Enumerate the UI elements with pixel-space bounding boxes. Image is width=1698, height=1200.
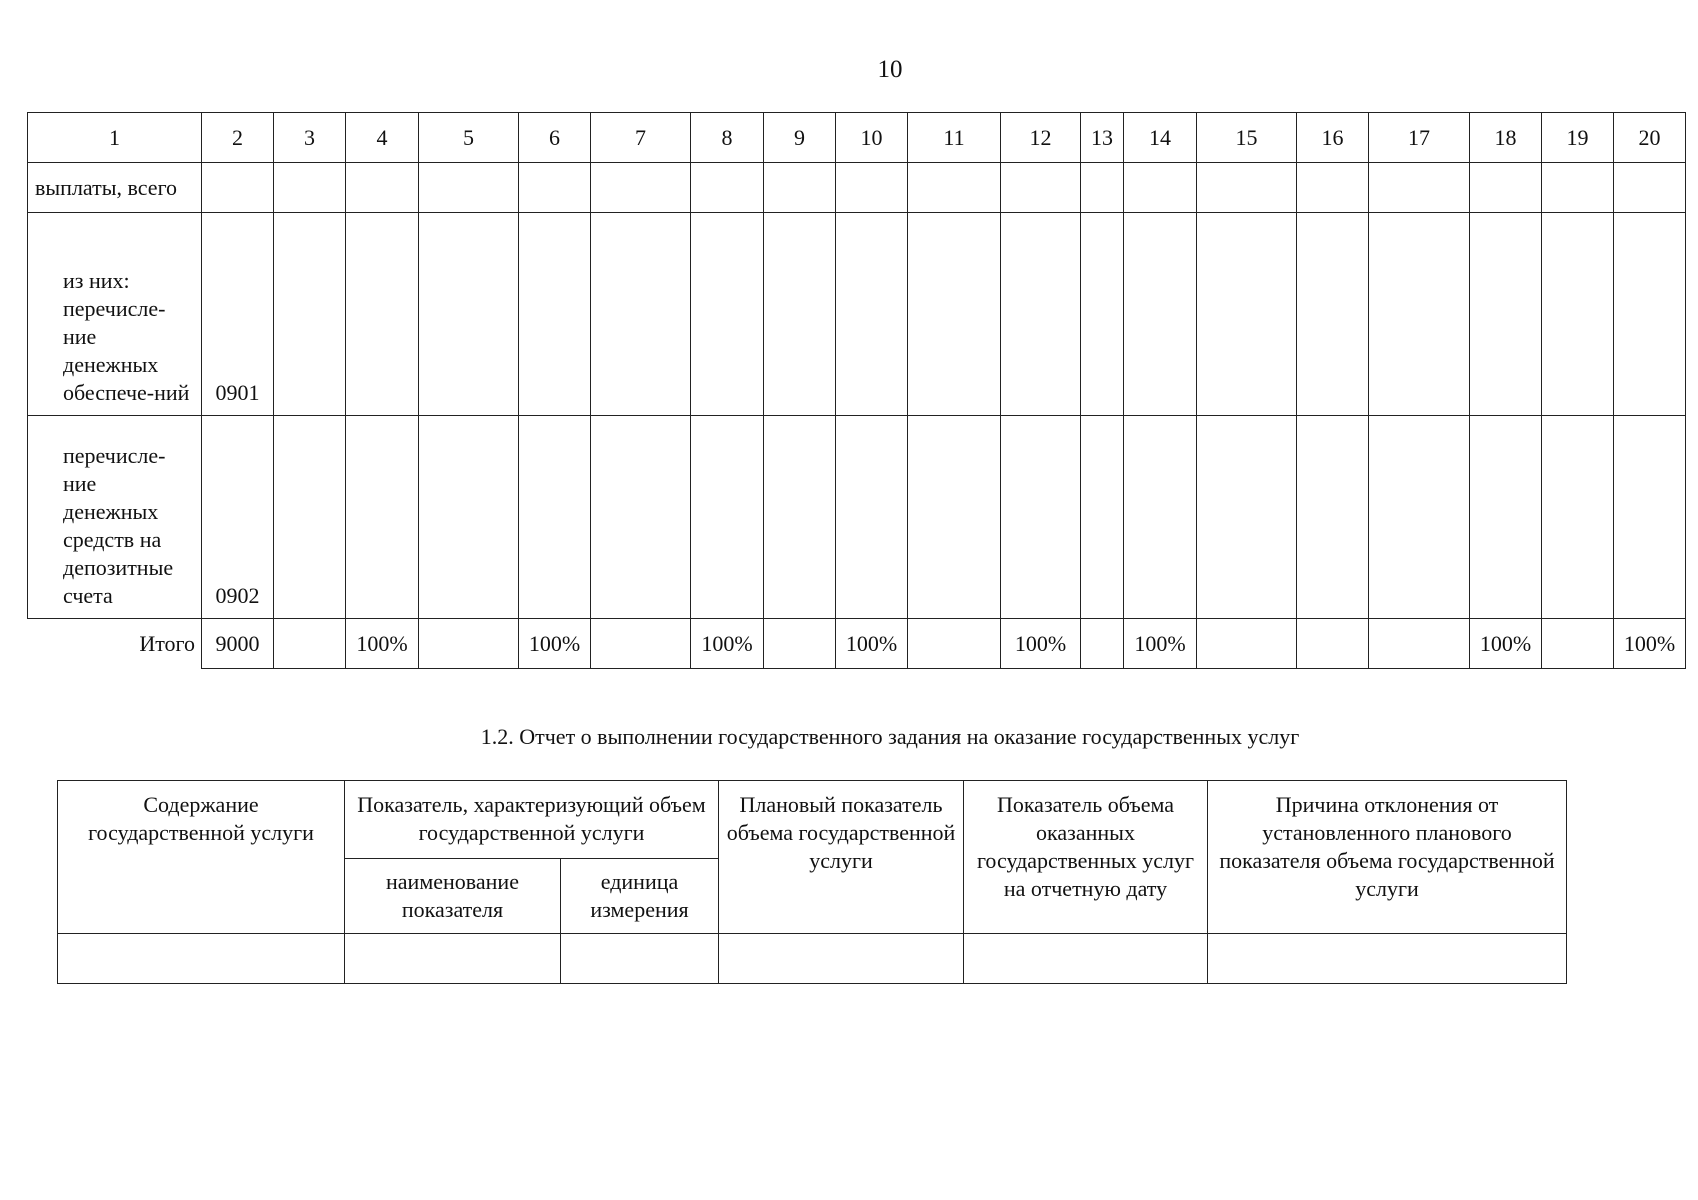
- col-number: 7: [591, 113, 691, 163]
- col-number: 2: [202, 113, 274, 163]
- header-deviation-reason: Причина отклонения от установленного планового показателя объема государственной услуги: [1208, 781, 1567, 934]
- table-cell: [519, 213, 591, 416]
- col-number: 16: [1297, 113, 1369, 163]
- table-cell: [1208, 934, 1567, 984]
- table-cell: [561, 934, 719, 984]
- row-code: 0901: [202, 213, 274, 416]
- col-number: 6: [519, 113, 591, 163]
- table-cell: [1001, 163, 1081, 213]
- table-cell: [591, 213, 691, 416]
- table-cell: [764, 163, 836, 213]
- table-cell: [591, 163, 691, 213]
- table-cell: [346, 213, 419, 416]
- table-cell: [1614, 213, 1686, 416]
- table-cell: [58, 934, 345, 984]
- col-number: 3: [274, 113, 346, 163]
- total-cell: [1542, 619, 1614, 669]
- table-cell: [1081, 163, 1124, 213]
- table-cell: [691, 163, 764, 213]
- col-number: 18: [1470, 113, 1542, 163]
- table-cell: [1197, 213, 1297, 416]
- table-cell: [1614, 416, 1686, 619]
- table-cell: [836, 213, 908, 416]
- table-cell: [274, 163, 346, 213]
- table-cell: [908, 213, 1001, 416]
- table-cell: [836, 416, 908, 619]
- payments-table: [27, 112, 1686, 669]
- service-volume-table: [57, 780, 1567, 984]
- table-cell: [691, 416, 764, 619]
- table-cell: [1124, 213, 1197, 416]
- col-number: 4: [346, 113, 419, 163]
- table-cell: [1542, 213, 1614, 416]
- total-cell: [274, 619, 346, 669]
- row-code: 0902: [202, 416, 274, 619]
- col-number: 10: [836, 113, 908, 163]
- section-title: 1.2. Отчет о выполнении государственного задания на оказание государственных услуг: [480, 724, 1300, 749]
- table-cell: [1470, 213, 1542, 416]
- page-number: 10: [877, 56, 903, 83]
- table-cell: [1197, 163, 1297, 213]
- col-number: 15: [1197, 113, 1297, 163]
- row-label: из них: перечисле-ние денежных обеспече-ний: [28, 213, 202, 416]
- col-number: 20: [1614, 113, 1686, 163]
- table-cell: [1124, 163, 1197, 213]
- header-row: [58, 781, 1567, 859]
- table-cell: [1369, 163, 1470, 213]
- table-cell: [1297, 213, 1369, 416]
- table-row: [28, 213, 1686, 416]
- col-number: 5: [419, 113, 519, 163]
- col-number: 19: [1542, 113, 1614, 163]
- table-cell: [964, 934, 1208, 984]
- row-code: [202, 163, 274, 213]
- table-cell: [346, 163, 419, 213]
- table-cell: [274, 416, 346, 619]
- table-cell: [691, 213, 764, 416]
- table-cell: [1197, 416, 1297, 619]
- table-row: [28, 416, 1686, 619]
- col-number: 1: [28, 113, 202, 163]
- total-cell: 100%: [1001, 619, 1081, 669]
- total-cell: 100%: [1470, 619, 1542, 669]
- col-number: 13: [1081, 113, 1124, 163]
- table-cell: [1081, 416, 1124, 619]
- table-cell: [346, 416, 419, 619]
- table-cell: [1081, 213, 1124, 416]
- header-indicator: Показатель, характеризующий объем государственной услуги: [345, 781, 719, 859]
- total-cell: [1369, 619, 1470, 669]
- table-cell: [764, 416, 836, 619]
- table-cell: [1542, 163, 1614, 213]
- total-cell: [591, 619, 691, 669]
- table-cell: [1297, 163, 1369, 213]
- table-cell: [1369, 213, 1470, 416]
- header-indicator-name: наименование показателя: [345, 859, 561, 934]
- table-cell: [1470, 416, 1542, 619]
- table-cell: [1369, 416, 1470, 619]
- total-cell: 100%: [346, 619, 419, 669]
- table-cell: [419, 163, 519, 213]
- table-cell: [1470, 163, 1542, 213]
- total-cell: [1297, 619, 1369, 669]
- total-cell: [908, 619, 1001, 669]
- table-cell: [1542, 416, 1614, 619]
- col-number: 9: [764, 113, 836, 163]
- total-row: [28, 619, 1686, 669]
- column-numbers-row: [28, 113, 1686, 163]
- table-cell: [419, 213, 519, 416]
- table-row: [28, 163, 1686, 213]
- header-indicator-unit: единица измерения: [561, 859, 719, 934]
- table-cell: [1124, 416, 1197, 619]
- table-cell: [1614, 163, 1686, 213]
- col-number: 12: [1001, 113, 1081, 163]
- table-cell: [1001, 416, 1081, 619]
- col-number: 11: [908, 113, 1001, 163]
- total-code: 9000: [202, 619, 274, 669]
- total-cell: [1081, 619, 1124, 669]
- header-planned-volume: Плановый показатель объема государственной услуги: [719, 781, 964, 934]
- total-label: Итого: [139, 630, 195, 656]
- table-cell: [908, 416, 1001, 619]
- table-cell: [908, 163, 1001, 213]
- table-cell: [1297, 416, 1369, 619]
- table-cell: [345, 934, 561, 984]
- table-row: [58, 934, 1567, 984]
- table-cell: [719, 934, 964, 984]
- total-cell: 100%: [1124, 619, 1197, 669]
- total-cell: 100%: [836, 619, 908, 669]
- total-cell: [419, 619, 519, 669]
- table-cell: [519, 163, 591, 213]
- table-cell: [764, 213, 836, 416]
- header-service-content: Содержание государственной услуги: [58, 781, 345, 934]
- row-label: выплаты, всего: [28, 163, 202, 213]
- total-cell: 100%: [519, 619, 591, 669]
- col-number: 14: [1124, 113, 1197, 163]
- total-cell: [764, 619, 836, 669]
- total-cell: [1197, 619, 1297, 669]
- col-number: 8: [691, 113, 764, 163]
- table-cell: [274, 213, 346, 416]
- table-cell: [591, 416, 691, 619]
- total-cell: 100%: [691, 619, 764, 669]
- total-cell: 100%: [1614, 619, 1686, 669]
- col-number: 17: [1369, 113, 1470, 163]
- table-cell: [836, 163, 908, 213]
- table-cell: [1001, 213, 1081, 416]
- header-actual-volume: Показатель объема оказанных государственных услуг на отчетную дату: [964, 781, 1208, 934]
- table-cell: [519, 416, 591, 619]
- row-label: перечисле-ние денежных средств на депозитные счета: [28, 416, 202, 619]
- table-cell: [419, 416, 519, 619]
